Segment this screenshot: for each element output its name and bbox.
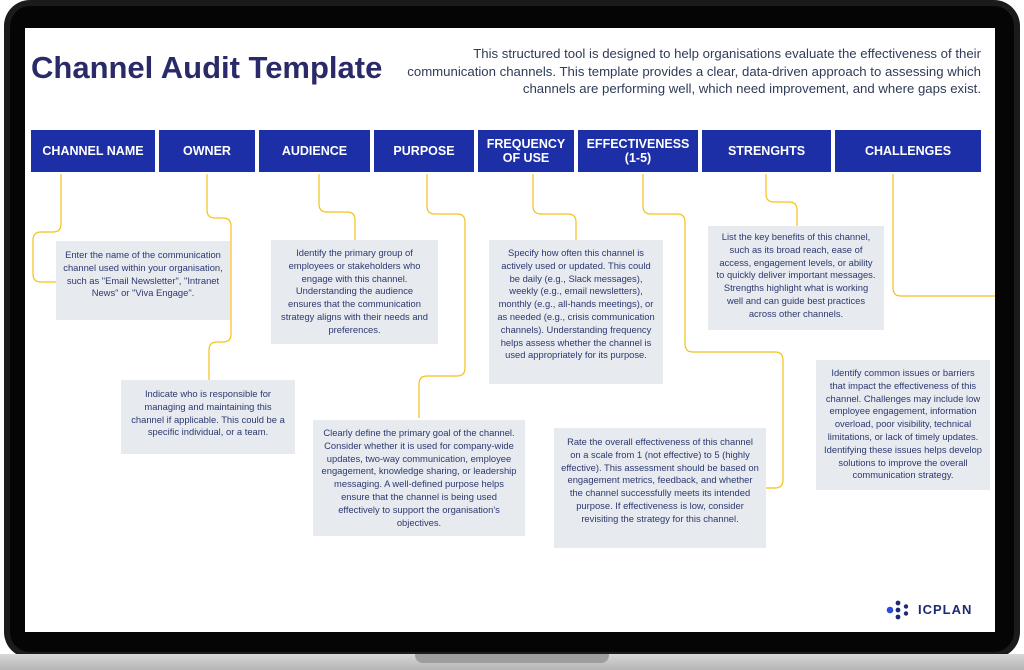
brand-name: ICPLAN (918, 602, 973, 617)
description-effectiveness: Rate the overall effectiveness of this channel on a scale from 1 (not effective) to 5 (highly effective). This assessment should be based on engagement metrics, feedback, and whether the channel successfully meets its intended purpose. If effectiveness is low, consider revisiting the strategy for this channel. (554, 428, 766, 548)
connector-strengths (766, 174, 797, 226)
laptop-notch (415, 654, 609, 663)
intro-text: This structured tool is designed to help organisations evaluate the effectiveness of their communication channels. This template provides a clear, data-driven approach to assessing which channels are performing well, which need improvement, and where gaps exist. (407, 46, 981, 96)
description-frequency: Specify how often this channel is actively used or updated. This could be daily (e.g., Slack messages), weekly (e.g., email newsletters), monthly (e.g., all-hands meetings), or as needed (e.g., crisis communication channels). Understanding frequency helps assess whether the channel is used appropriately for its purpose. (489, 240, 663, 384)
template-sheet (25, 28, 995, 632)
connector-frequency (533, 174, 576, 240)
column-header-frequency: FREQUENCY OF USE (478, 130, 574, 172)
column-header-challenges: CHALLENGES (835, 130, 981, 172)
icplan-logo-icon (886, 599, 912, 621)
connector-audience (319, 174, 355, 240)
column-header-audience: AUDIENCE (259, 130, 370, 172)
description-channel-name: Enter the name of the communication channel used within your organisation, such as "Email Newsletter", "Intranet News" or "Viva Engage". (56, 241, 230, 320)
description-purpose: Clearly define the primary goal of the channel. Consider whether it is used for company-wide updates, two-way communication, employee engagement, knowledge sharing, or leadership messaging. A well-defined purpose helps ensure that the channel is being used effectively to support the organisation's objectives. (313, 420, 525, 536)
column-header-effectiveness: EFFECTIVENESS (1-5) (578, 130, 698, 172)
column-header-strengths: STRENGHTS (702, 130, 831, 172)
column-header-purpose: PURPOSE (374, 130, 474, 172)
page-title: Channel Audit Template (31, 50, 383, 85)
description-strengths: List the key benefits of this channel, such as its broad reach, ease of access, engagement levels, or ability to quickly deliver important messages. Strengths highlight what is working well and can guide best practices across other channels. (708, 226, 884, 330)
brand-logo (886, 597, 976, 623)
description-challenges: Identify common issues or barriers that impact the effectiveness of this channel. Challenges may include low employee engagement, information overload, poor visibility, technical limitations, or lack of timely updates. Identifying these issues helps develop solutions to improve the overall communication strategy. (816, 360, 990, 490)
description-owner: Indicate who is responsible for managing and maintaining this channel if applicable. This could be a specific individual, or a team. (121, 380, 295, 454)
description-audience: Identify the primary group of employees or stakeholders who engage with this channel. Understanding the audience ensures that the communication strategy aligns with their needs and preferences. (271, 240, 438, 344)
connector-challenges (893, 174, 995, 296)
column-header-channel-name: CHANNEL NAME (31, 130, 155, 172)
column-header-owner: OWNER (159, 130, 255, 172)
